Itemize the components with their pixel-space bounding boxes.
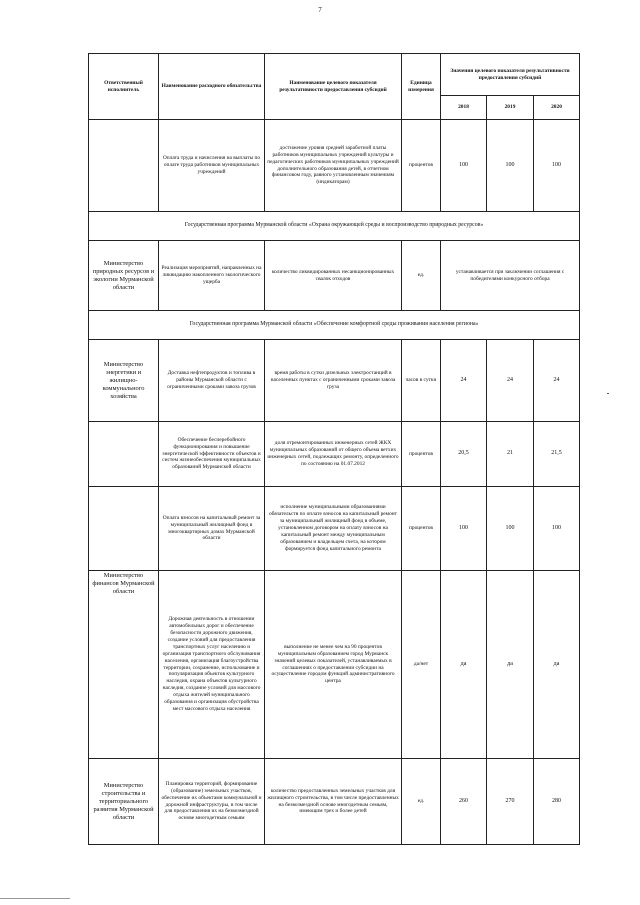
expense-cell: Планировка территорий, формирование (образование) земельных участков, обеспечение их объектами коммунальной и дорожной инфраструктуры, в том числе для предоставления их на безвозмездной основе многодетным семьям <box>159 759 265 845</box>
program-heading: Государственная программа Мурманской области «Обеспечение комфортной среды проживания населения региона» <box>89 311 580 340</box>
indicator-cell: доля отремонтированных инженерных сетей ЖКХ муниципальных образований от общего объема ветхих инженерных сетей, подлежащих ремонту, определенного по состоянию на 01.07.2012 <box>265 422 402 487</box>
indicator-cell: количество предоставленных земельных участков для жилищного строительства, в том числе предоставленных на безвозмездной основе многодетным семьям, имеющим трех и более детей <box>265 759 402 845</box>
expense-cell: Оплата взносов на капитальный ремонт за муниципальный жилищный фонд в многоквартирных домах Мурманской области <box>159 487 265 571</box>
indicator-cell: время работы в сутки дизельных электростанций в населенных пунктах с ограниченными сроками завоза груза <box>265 340 402 422</box>
expense-cell: Дорожная деятельность в отношении автомобильных дорог и обеспечение безопасности дорожного движения, создание условий для предоставления транспортных услуг населению и организация транспортного обслуживания населения, организация благоустройства территории, сохранение, использование и популяризация объектов культурного наследия, охрана объектов культурного наследия, создание условий для массового отдыха жителей муниципального образования и организация обустройства мест массового отдыха населения <box>159 571 265 759</box>
indicator-cell: достижение уровня средней заработной платы работников муниципальных учреждений культуры и педагогических работников муниципальных учреждений дополнительного образования детей, в отчетном финансовом году, равного установленным значениям (индикаторам) <box>265 120 402 212</box>
value-2019: 100 <box>487 120 534 212</box>
value-2018: да <box>441 571 487 759</box>
indicator-cell: исполнение муниципальными образованиями обязательств по оплате взносов на капитальный ремонт за муниципальный жилищный фонд в объеме, установленном договором на оплату взносов на капитальный ремонт между муниципальным образованием и владельцем счета, на котором формируется фонд капитального ремонта <box>265 487 402 571</box>
value-2018: 260 <box>441 759 487 845</box>
expense-cell: Реализация мероприятий, направленных на ликвидацию накопленного экологического ущерба <box>159 241 265 311</box>
merged-values-cell: устанавливается при заключении соглашения с победителями конкурсного отбора <box>441 241 580 311</box>
program-heading-row <box>89 311 580 340</box>
value-2020: да <box>534 571 580 759</box>
executor-cell: Министерство энергетики и жилищно-коммунального хозяйства <box>89 340 159 422</box>
unit-cell: процентов <box>402 120 441 212</box>
executor-cell: Министерство природных ресурсов и экологии Мурманской области <box>89 241 159 311</box>
value-2019: 21 <box>487 422 534 487</box>
expense-cell: Доставка нефтепродуктов и топлива в районы Мурманской области с ограниченными сроками завоза грузов <box>159 340 265 422</box>
header-executor: Ответственный исполнитель <box>89 54 159 120</box>
scan-edge-line <box>0 898 70 899</box>
value-2018: 100 <box>441 120 487 212</box>
unit-cell: часов в сутки <box>402 340 441 422</box>
program-heading-row <box>89 212 580 241</box>
value-2019: да <box>487 571 534 759</box>
program-heading: Государственная программа Мурманской области «Охрана окружающей среды и воспроизводство природных ресурсов» <box>89 212 580 241</box>
value-2019: 24 <box>487 340 534 422</box>
value-2020: 24 <box>534 340 580 422</box>
table-row <box>89 340 580 422</box>
table-row <box>89 422 580 487</box>
indicator-cell: выполнение не менее чем на 90 процентов муниципальным образованием город Мурманск значений целевых показателей, устанавливаемых в соглашениях о предоставлении субсидии на осуществление городом функций административного центра <box>265 571 402 759</box>
table-row <box>89 571 580 759</box>
value-2020: 21,5 <box>534 422 580 487</box>
unit-cell: ед. <box>402 759 441 845</box>
expense-cell: Обеспечение бесперебойного функционирования и повышение энергетической эффективности объектов и систем жизнеобеспечения муниципальных образований Мурманской области <box>159 422 265 487</box>
scan-speck <box>607 393 609 394</box>
table-row <box>89 241 580 311</box>
executor-cell: Министерство финансов Мурманской области <box>89 571 159 759</box>
value-2018: 24 <box>441 340 487 422</box>
header-year-2018: 2018 <box>441 96 487 120</box>
table-row <box>89 487 580 571</box>
header-indicator: Наименование целевого показателя результативности предоставления субсидий <box>265 54 402 120</box>
unit-cell: да/нет <box>402 571 441 759</box>
value-2018: 100 <box>441 487 487 571</box>
expense-cell: Оплата труда и начисления на выплаты по оплате труда работников муниципальных учреждений <box>159 120 265 212</box>
header-expense: Наименование расходного обязательства <box>159 54 265 120</box>
unit-cell: процентов <box>402 487 441 571</box>
executor-cell <box>89 120 159 212</box>
page-number: 7 <box>318 6 322 14</box>
header-values-group: Значения целевого показателя результативности предоставления субсидий <box>441 54 580 96</box>
indicator-cell: количество ликвидированных несанкционированных свалок отходов <box>265 241 402 311</box>
value-2020: 100 <box>534 487 580 571</box>
executor-cell: Министерство строительства и территориального развития Мурманской области <box>89 759 159 845</box>
header-unit: Единица измерения <box>402 54 441 120</box>
value-2018: 20,5 <box>441 422 487 487</box>
value-2019: 100 <box>487 487 534 571</box>
value-2019: 270 <box>487 759 534 845</box>
executor-cell <box>89 487 159 571</box>
unit-cell: ед. <box>402 241 441 311</box>
table-row <box>89 759 580 845</box>
value-2020: 100 <box>534 120 580 212</box>
executor-cell <box>89 422 159 487</box>
unit-cell: процентов <box>402 422 441 487</box>
header-year-2019: 2019 <box>487 96 534 120</box>
header-year-2020: 2020 <box>534 96 580 120</box>
subsidy-indicators-table <box>88 53 580 845</box>
table-row <box>89 120 580 212</box>
value-2020: 280 <box>534 759 580 845</box>
